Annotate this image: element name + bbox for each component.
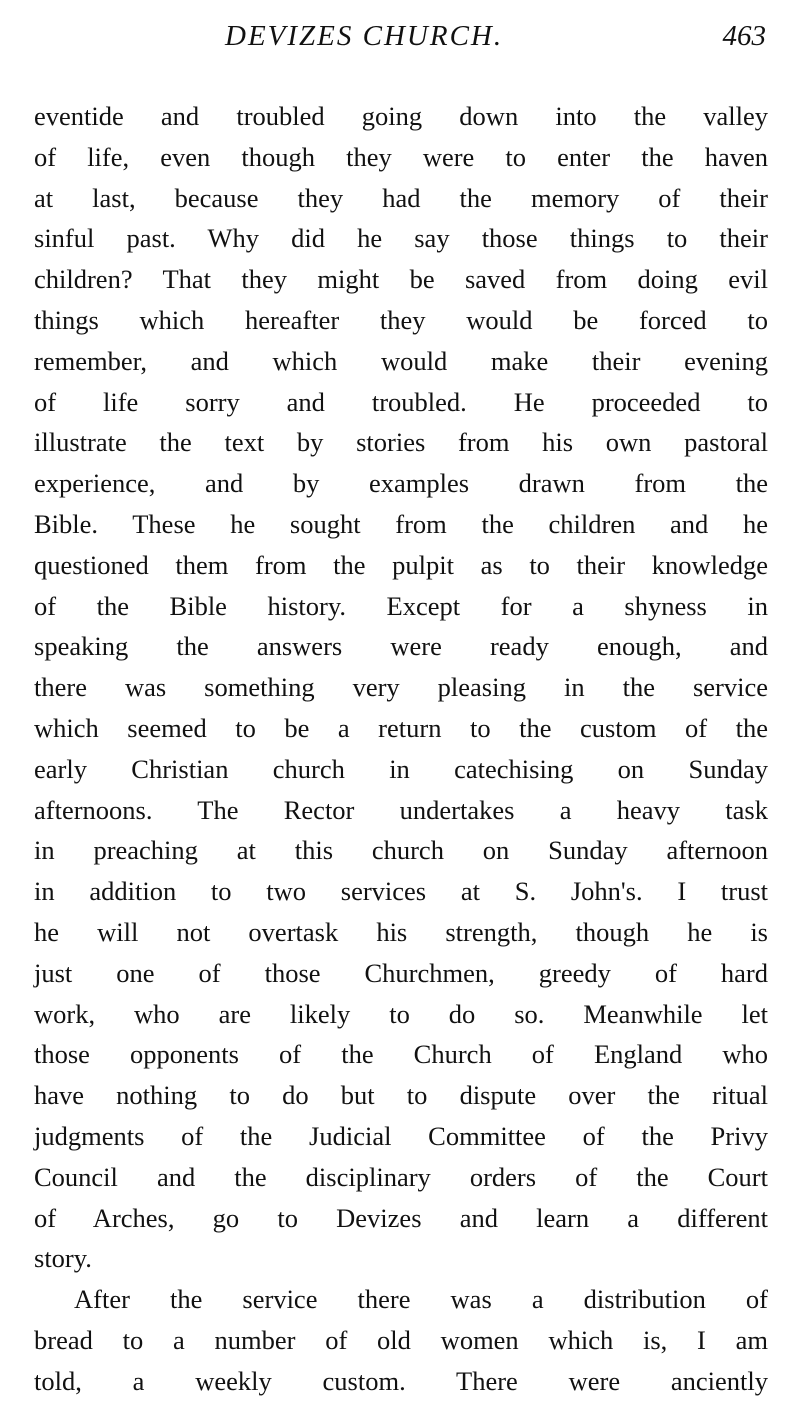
text-line: things which hereafter they would be forced to	[34, 304, 768, 335]
text-line: he will not overtask his strength, though he is	[34, 916, 768, 947]
running-title: DEVIZES CHURCH.	[225, 20, 504, 52]
text-line: remember, and which would make their evening	[34, 345, 768, 376]
text-line: early Christian church in catechising on Sunday	[34, 753, 768, 784]
text-line: told, a weekly custom. There were anciently	[34, 1365, 768, 1396]
page-body	[34, 96, 768, 1402]
text-line: After the service there was a distribution of	[74, 1284, 768, 1315]
text-line: just one of those Churchmen, greedy of hard	[34, 957, 768, 988]
text-line: questioned them from the pulpit as to their knowledge	[34, 549, 768, 580]
text-line: experience, and by examples drawn from the	[34, 468, 768, 499]
text-line: there was something very pleasing in the service	[34, 672, 768, 703]
text-line: afternoons. The Rector undertakes a heavy task	[34, 794, 768, 825]
text-line: sinful past. Why did he say those things to their	[34, 223, 768, 254]
text-line: of the Bible history. Except for a shyness in	[34, 590, 768, 621]
text-line: of life sorry and troubled. He proceeded to	[34, 386, 768, 417]
text-line: illustrate the text by stories from his own pastoral	[34, 427, 768, 458]
page-header	[0, 20, 800, 60]
text-line: of life, even though they were to enter the haven	[34, 141, 768, 172]
text-line: have nothing to do but to dispute over the ritual	[34, 1080, 768, 1111]
text-line: children? That they might be saved from doing evil	[34, 264, 768, 295]
page-number: 463	[722, 20, 766, 52]
text-line: bread to a number of old women which is, I am	[34, 1324, 768, 1355]
text-line: in preaching at this church on Sunday afternoon	[34, 835, 768, 866]
text-line: judgments of the Judicial Committee of the Privy	[34, 1120, 768, 1151]
text-line: those opponents of the Church of England who	[34, 1039, 768, 1070]
text-line: eventide and troubled going down into the valley	[34, 101, 768, 131]
text-line: Bible. These he sought from the children and he	[34, 508, 768, 539]
text-line: in addition to two services at S. John's. I trust	[34, 876, 768, 907]
text-line: Council and the disciplinary orders of the Court	[34, 1161, 768, 1192]
text-line: work, who are likely to do so. Meanwhile let	[34, 998, 768, 1029]
text-line: of Arches, go to Devizes and learn a different	[34, 1202, 768, 1233]
text-line: story.	[34, 1243, 92, 1274]
text-line: speaking the answers were ready enough, and	[34, 631, 768, 662]
text-line: at last, because they had the memory of their	[34, 182, 768, 213]
text-line: which seemed to be a return to the custom of the	[34, 712, 768, 743]
